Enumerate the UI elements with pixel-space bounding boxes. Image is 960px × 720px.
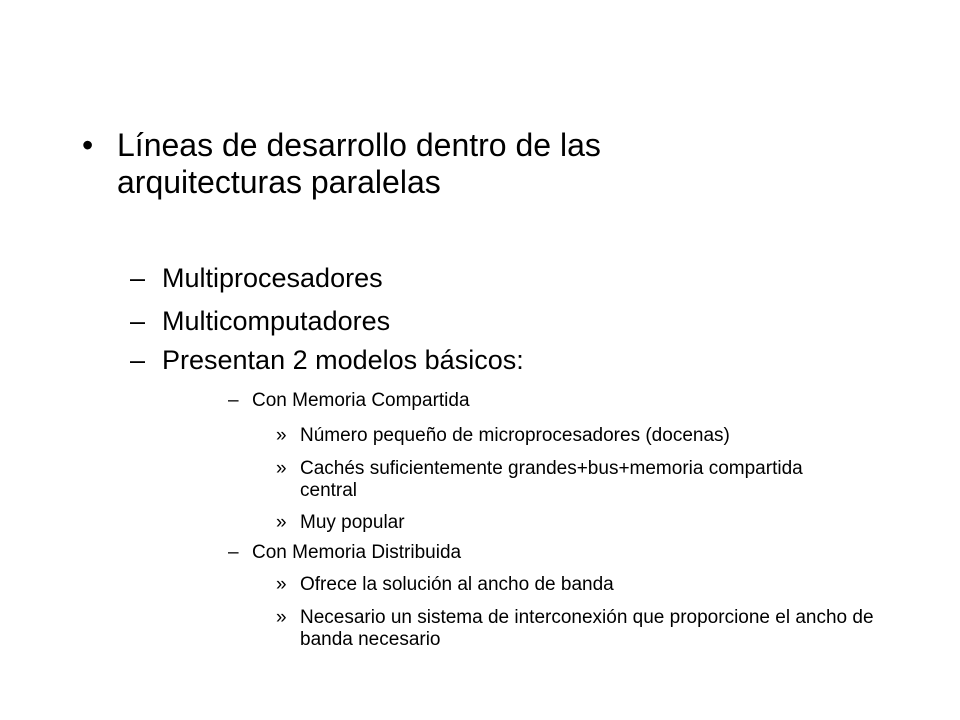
bullet-marker: • bbox=[82, 127, 94, 163]
chevron-marker: » bbox=[276, 574, 287, 595]
chevron-marker: » bbox=[276, 458, 287, 479]
point-text: Número pequeño de microprocesadores (docenas) bbox=[300, 425, 730, 446]
main-bullet bbox=[82, 127, 702, 201]
point-caches bbox=[276, 458, 836, 502]
point-numero-pequeno bbox=[276, 425, 916, 447]
dash-marker: – bbox=[228, 542, 239, 563]
chevron-marker: » bbox=[276, 607, 287, 628]
dash-marker: – bbox=[228, 390, 239, 411]
point-ofrece-solucion bbox=[276, 574, 916, 596]
dash-marker: – bbox=[130, 345, 146, 375]
point-text: Cachés suficientemente grandes+bus+memoria compartida central bbox=[300, 458, 803, 501]
sub-item-text: Multiprocesadores bbox=[162, 263, 383, 293]
dash-marker: – bbox=[130, 306, 146, 336]
sub-item-text: Presentan 2 modelos básicos: bbox=[162, 345, 524, 375]
chevron-marker: » bbox=[276, 512, 287, 533]
main-bullet-text: Líneas de desarrollo dentro de las arquitecturas paralelas bbox=[117, 127, 601, 200]
model-memoria-distribuida bbox=[228, 542, 748, 564]
sub-item-multiprocesadores bbox=[130, 262, 690, 294]
point-text: Ofrece la solución al ancho de banda bbox=[300, 574, 614, 595]
sub-item-multicomputadores bbox=[130, 305, 690, 337]
point-text: Muy popular bbox=[300, 512, 405, 533]
point-text: Necesario un sistema de interconexión que proporcione el ancho de banda necesario bbox=[300, 607, 874, 650]
model-memoria-compartida bbox=[228, 390, 748, 412]
sub-item-modelos bbox=[130, 344, 690, 376]
point-muy-popular bbox=[276, 512, 916, 534]
point-necesario-sistema bbox=[276, 607, 916, 651]
sub-item-text: Multicomputadores bbox=[162, 306, 391, 336]
model-title: Con Memoria Compartida bbox=[252, 390, 470, 411]
chevron-marker: » bbox=[276, 425, 287, 446]
model-title: Con Memoria Distribuida bbox=[252, 542, 462, 563]
dash-marker: – bbox=[130, 263, 146, 293]
